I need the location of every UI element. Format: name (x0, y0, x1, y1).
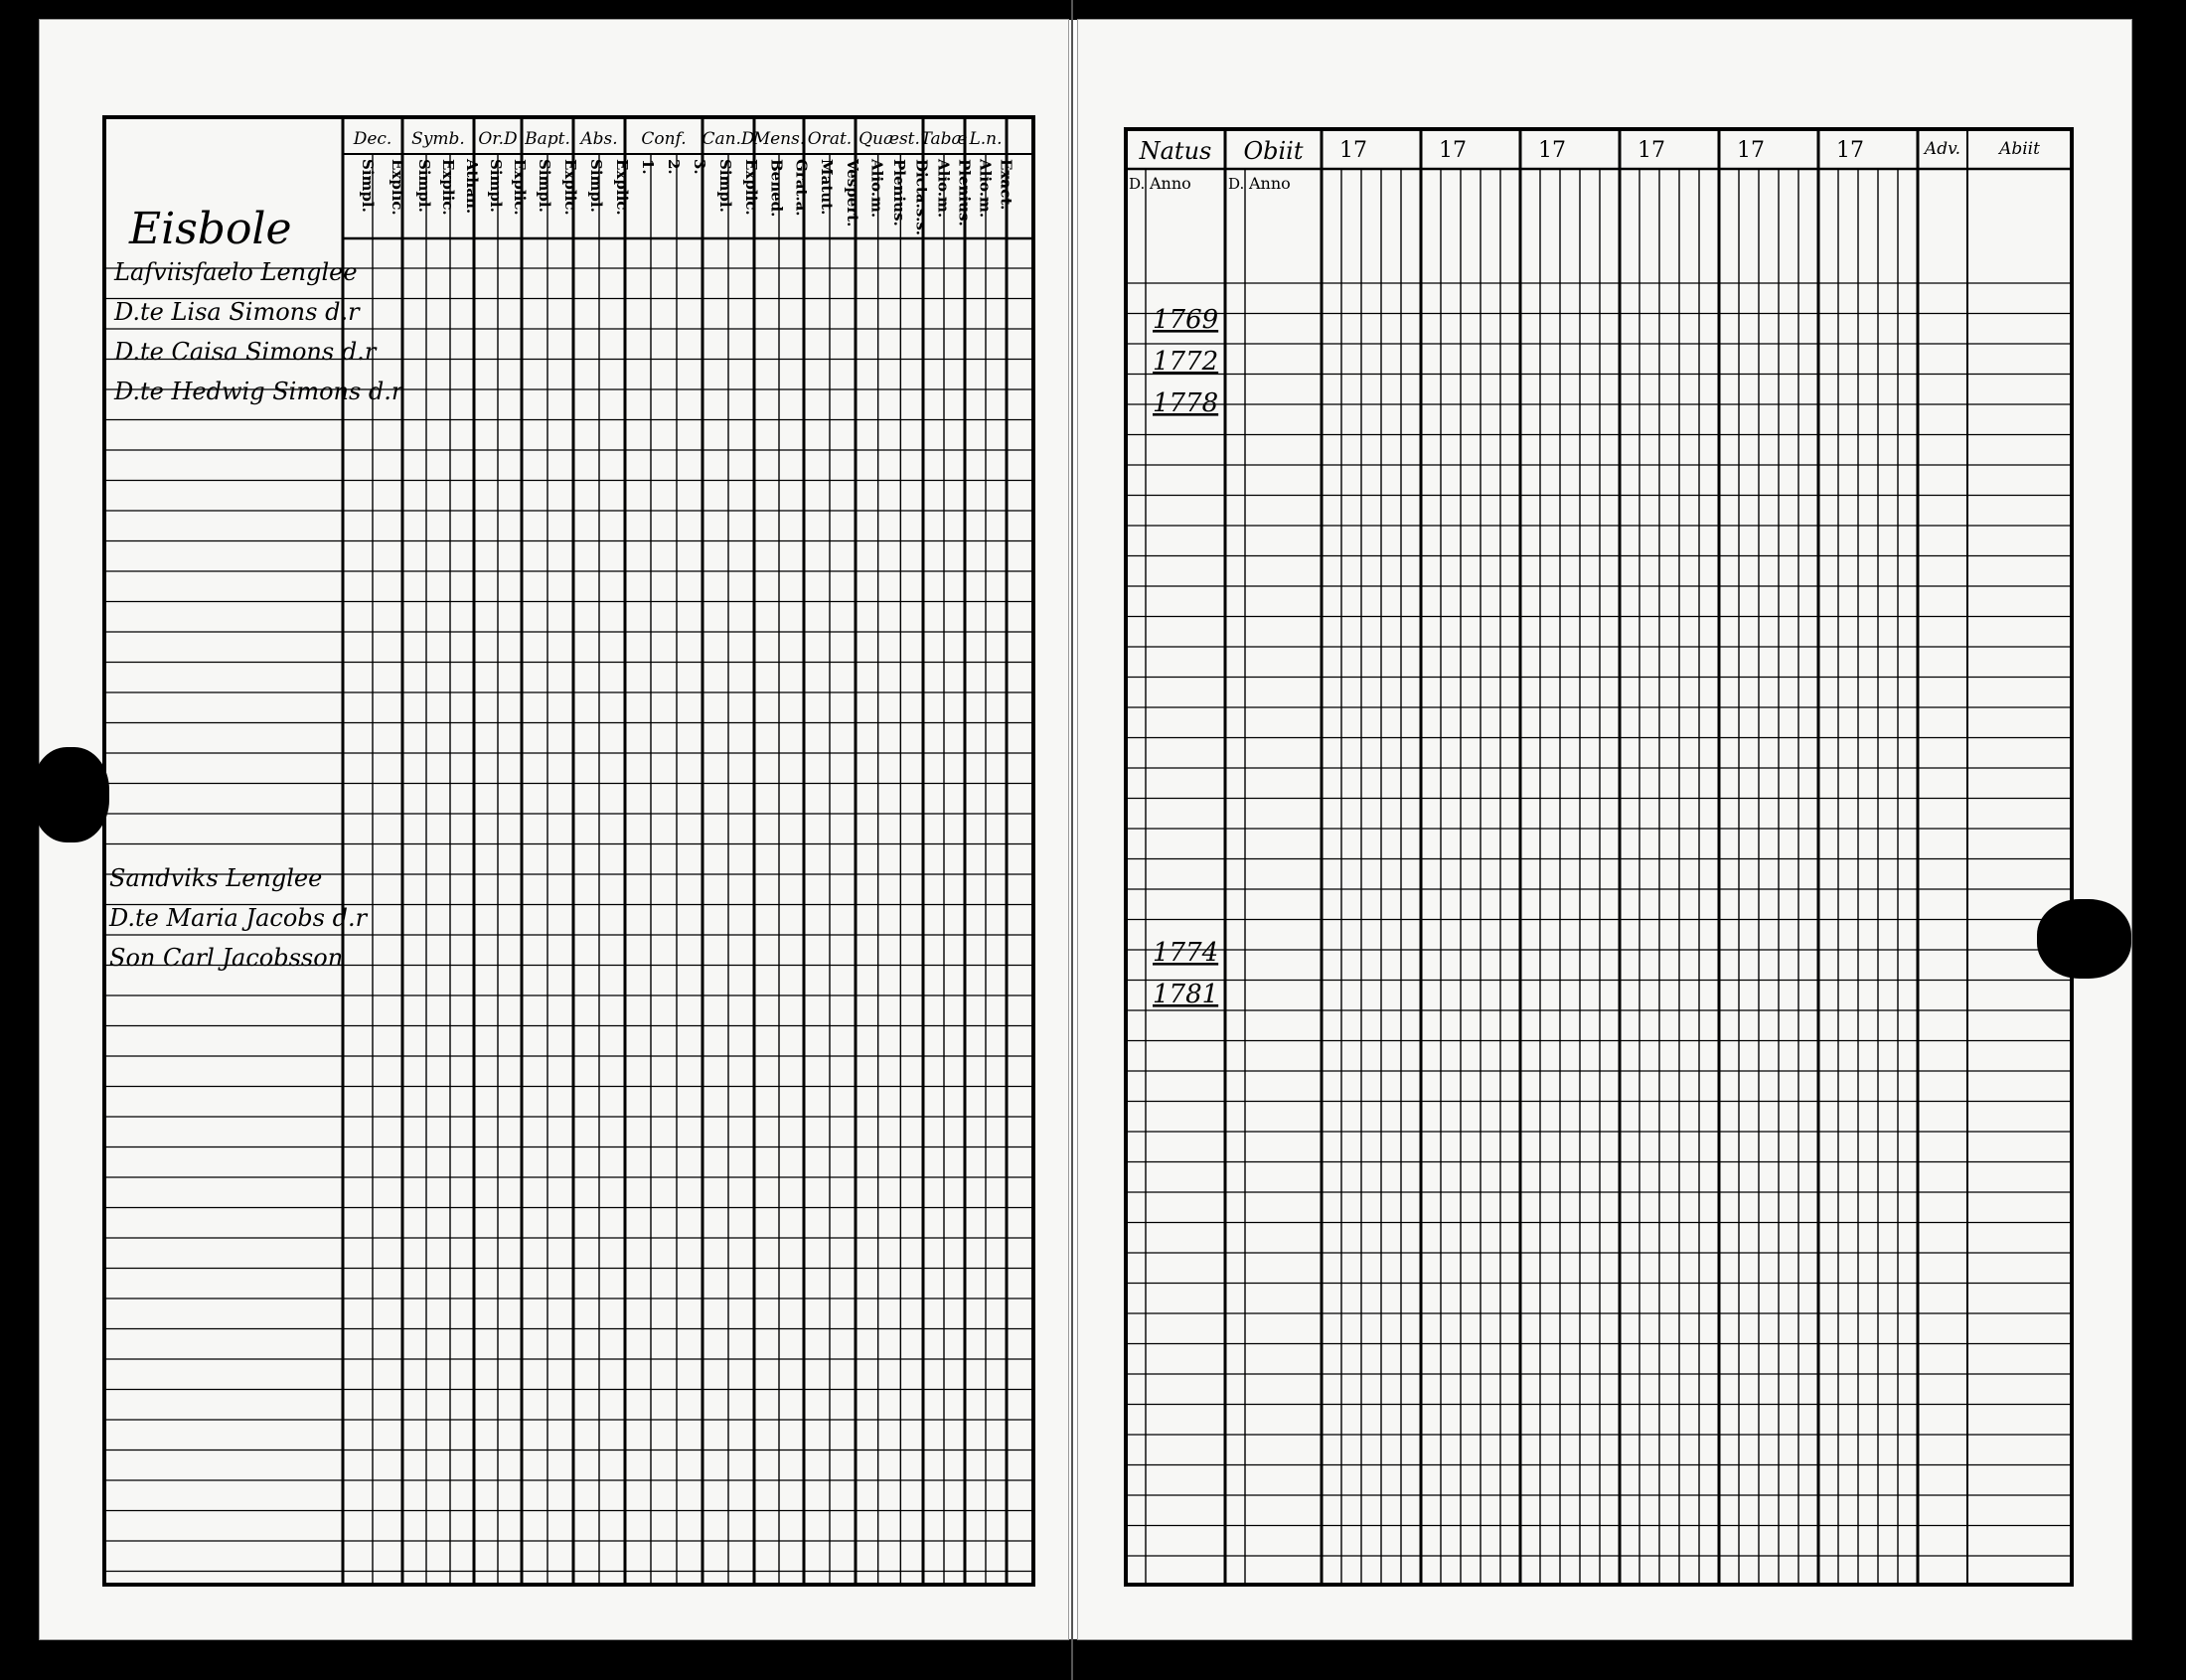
left-register-page (40, 20, 1068, 1639)
birth-year-entries (1153, 305, 1218, 1009)
column-sub-label: Exact. (997, 159, 1015, 211)
anno-subheader: Anno (1249, 174, 1291, 193)
abiit-header: Abiit (1999, 139, 2040, 159)
column-sub-label: Athan. (463, 159, 481, 215)
column-sub-label: Bened. (767, 159, 786, 218)
advenit-header: Adv. (1924, 139, 1961, 159)
column-group-label: Dec. (353, 129, 392, 149)
birth-year: 1769 (1153, 305, 1219, 335)
column-sub-label: Explic. (742, 159, 760, 216)
scan-edge-bottom (0, 1639, 2186, 1680)
column-sub-label: Plenius. (955, 159, 974, 227)
column-sub-label: Simpl. (415, 159, 433, 213)
column-sub-label: Plenius. (890, 159, 908, 227)
right-register-page (1078, 20, 2131, 1639)
column-sub-label: Matut. (818, 159, 836, 216)
column-group-label: L.n. (969, 129, 1003, 149)
column-sub-label: Alio.m. (934, 159, 953, 219)
column-sub-label: Dicta.s.s. (912, 159, 931, 236)
year-header: 17 (1339, 138, 1367, 163)
year-header: 17 (1538, 138, 1566, 163)
scan-edge-right (2131, 0, 2186, 1680)
column-sub-label: Simpl. (359, 159, 377, 213)
column-group-label: Quæst. (859, 129, 920, 149)
household-names (108, 258, 404, 972)
right-table-frame (1126, 129, 2072, 1585)
resident-name: Lafviisfaelo Lenglee (114, 258, 358, 286)
column-sub-label: Alio.m. (976, 159, 995, 219)
column-group-label: Orat. (807, 129, 853, 149)
year-header: 17 (1638, 138, 1665, 163)
column-sub-label: Explic. (561, 159, 579, 216)
column-sub-label: 2. (665, 159, 683, 175)
resident-name: Son Carl Jacobsson (109, 944, 344, 972)
binding-hole-right (2037, 899, 2131, 979)
column-sub-label: 1. (639, 159, 657, 175)
scan-edge-top (0, 0, 2186, 20)
book-gutter (1071, 0, 1073, 1680)
year-header: 17 (1737, 138, 1765, 163)
column-sub-label: Explic. (511, 159, 529, 216)
column-group-label: Conf. (641, 129, 687, 149)
column-sub-label: Simpl. (487, 159, 505, 213)
scan-edge-left (0, 0, 40, 1680)
column-group-label: Mens. (752, 129, 806, 149)
birth-year: 1772 (1153, 347, 1219, 377)
birth-year: 1774 (1153, 938, 1219, 968)
obiit-header: Obiit (1243, 137, 1304, 165)
column-sub-label: Explic. (439, 159, 457, 216)
resident-name: D.te Lisa Simons d.r (114, 298, 360, 326)
right-column-headers (1129, 137, 2040, 193)
column-sub-label: Explic. (613, 159, 631, 216)
column-group-label: Symb. (411, 129, 465, 149)
left-column-headers (353, 129, 1015, 235)
day-subheader: D. (1129, 175, 1146, 193)
resident-name: D.te Hedwig Simons d.r (114, 378, 403, 405)
resident-name: Sandviks Lenglee (109, 864, 323, 892)
anno-subheader: Anno (1150, 174, 1191, 193)
place-name: Eisbole (129, 204, 292, 254)
birth-year: 1778 (1153, 388, 1219, 418)
binding-hole (32, 747, 109, 842)
birth-year: 1781 (1153, 980, 1219, 1009)
column-group-label: Or.D (478, 129, 518, 149)
natus-header: Natus (1139, 137, 1212, 165)
column-sub-label: Alio.m. (867, 159, 886, 219)
column-sub-label: Simpl. (587, 159, 605, 213)
day-subheader: D. (1228, 175, 1245, 193)
year-header: 17 (1439, 138, 1467, 163)
column-group-label: Bapt. (525, 129, 570, 149)
column-group-label: Tabæ (920, 129, 968, 149)
column-group-label: Can.D (702, 129, 755, 149)
column-sub-label: Grat.a. (792, 159, 811, 217)
right-ruled-grid (1126, 129, 2072, 1585)
column-group-label: Abs. (580, 129, 618, 149)
year-header: 17 (1836, 138, 1864, 163)
column-sub-label: Simpl. (536, 159, 553, 213)
column-sub-label: Vespert. (844, 159, 861, 228)
resident-name: D.te Caisa Simons d.r (114, 338, 377, 366)
column-sub-label: Simpl. (716, 159, 734, 213)
column-sub-label: Explic. (389, 159, 406, 216)
resident-name: D.te Maria Jacobs d.r (109, 904, 368, 932)
column-sub-label: 3. (691, 159, 708, 175)
